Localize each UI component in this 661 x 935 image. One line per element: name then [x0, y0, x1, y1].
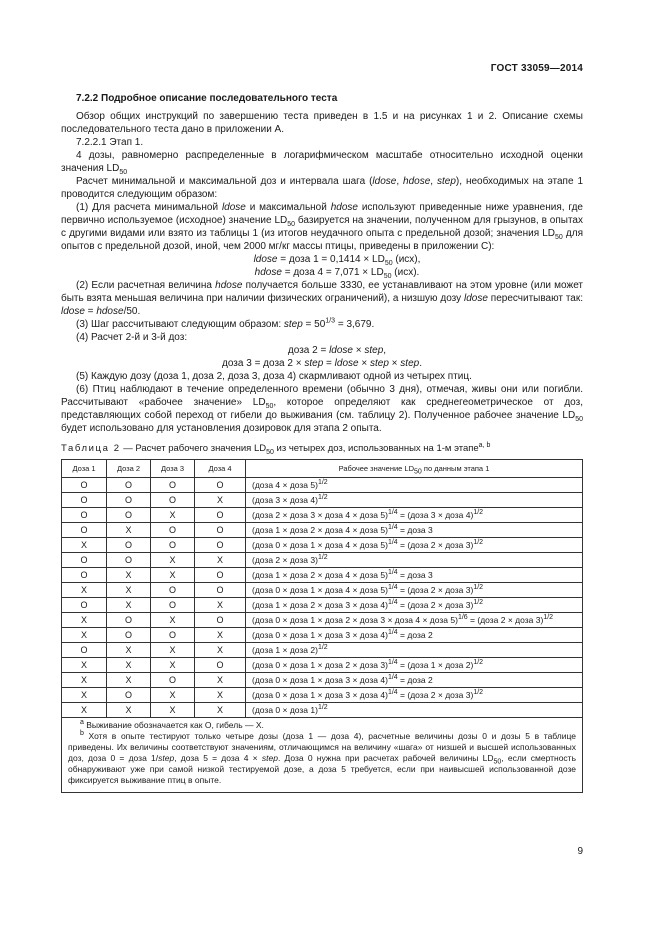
dose-4-result: X: [195, 688, 246, 703]
dose-3-result: O: [151, 478, 195, 493]
dose-3-result: O: [151, 673, 195, 688]
working-value: (доза 1 × доза 2 × доза 3 × доза 4)$^{1/4}$ = (доза 2 × доза 3)$^{1/2}$: [246, 598, 583, 613]
dose-2-result: O: [107, 478, 151, 493]
dose-4-result: X: [195, 493, 246, 508]
working-value: (доза 1 × доза 2 × доза 4 × доза 5)$^{1/4}$ = доза 3: [246, 523, 583, 538]
item-2: (2) Если расчетная величина hdose получается больше 3330, ее устанавливают на этом уровне (или может быть взята меньшая величина при наличии физических ограничений), а низшую дозу ldose пересчитывают так: ldose = hdose/50.: [61, 280, 584, 317]
page-number: 9: [577, 846, 583, 857]
section-heading: 7.2.2 Подробное описание последовательного теста: [76, 93, 338, 104]
working-value: (доза 0 × доза 1 × доза 3 × доза 4)$^{1/4}$ = (доза 2 × доза 3)$^{1/2}$: [246, 688, 583, 703]
header-dose-4: Доза 4: [195, 460, 246, 478]
step-heading: 7.2.2.1 Этап 1.: [76, 137, 144, 148]
working-value: (доза 0 × доза 1 × доза 3 × доза 4)$^{1/4}$ = доза 2: [246, 673, 583, 688]
dose-2-result: X: [107, 523, 151, 538]
working-value: (доза 4 × доза 5)$^{1/2}$: [246, 478, 583, 493]
dose-3-result: O: [151, 523, 195, 538]
dose-2-result: X: [107, 673, 151, 688]
dose-3-result: O: [151, 538, 195, 553]
dose-2-result: O: [107, 493, 151, 508]
paragraph-calculation: Расчет минимальной и максимальной доз и интервала шага (ldose, hdose, step), необходимых на этапе 1 проводится следующим образом:: [61, 176, 584, 200]
dose-4-result: X: [195, 553, 246, 568]
dose-1-result: O: [62, 493, 107, 508]
standard-header: ГОСТ 33059—2014: [490, 63, 583, 74]
dose-4-result: X: [195, 643, 246, 658]
dose-2-result: O: [107, 553, 151, 568]
table-header-row: [62, 460, 583, 478]
document-body: [61, 92, 583, 793]
dose-1-result: X: [62, 583, 107, 598]
dose-3-result: X: [151, 688, 195, 703]
table-row: [62, 643, 583, 658]
dose-1-result: X: [62, 673, 107, 688]
working-value: (доза 1 × доза 2)$^{1/2}$: [246, 643, 583, 658]
dose-3-result: O: [151, 583, 195, 598]
dose-3-result: X: [151, 658, 195, 673]
working-value: (доза 2 × доза 3)$^{1/2}$: [246, 553, 583, 568]
dose-1-result: O: [62, 553, 107, 568]
table-row: [62, 598, 583, 613]
dose-1-result: X: [62, 613, 107, 628]
table-notes: [62, 718, 583, 793]
dose-4-result: O: [195, 508, 246, 523]
dose-3-result: O: [151, 598, 195, 613]
working-value: (доза 0 × доза 1 × доза 3 × доза 4)$^{1/4}$ = доза 2: [246, 628, 583, 643]
dose-3-result: X: [151, 643, 195, 658]
dose-1-result: X: [62, 628, 107, 643]
dose-4-result: O: [195, 523, 246, 538]
working-value: (доза 0 × доза 1 × доза 2 × доза 3 × доза 4 × доза 5)$^{1/6}$ = (доза 2 × доза 3)$^{1/2}$: [246, 613, 583, 628]
dose-3-result: X: [151, 613, 195, 628]
header-dose-2: Доза 2: [107, 460, 151, 478]
table-row: [62, 568, 583, 583]
table-row: [62, 538, 583, 553]
table-body: [62, 478, 583, 718]
table-row: [62, 658, 583, 673]
formula-dose2: доза 2 = ldose × step,: [287, 345, 387, 356]
dose-1-result: O: [62, 598, 107, 613]
table-row: [62, 673, 583, 688]
item-5: (5) Каждую дозу (доза 1, доза 2, доза 3, доза 4) скармливают одной из четырех птиц.: [76, 371, 472, 382]
dose-4-result: O: [195, 658, 246, 673]
dose-4-result: X: [195, 673, 246, 688]
table-row: [62, 508, 583, 523]
dose-3-result: X: [151, 568, 195, 583]
dose-2-result: O: [107, 613, 151, 628]
dose-4-result: X: [195, 628, 246, 643]
dose-2-result: O: [107, 508, 151, 523]
dose-2-result: X: [107, 643, 151, 658]
dose-1-result: X: [62, 703, 107, 718]
table-row: [62, 553, 583, 568]
dose-2-result: O: [107, 538, 151, 553]
dose-4-result: X: [195, 703, 246, 718]
dose-3-result: X: [151, 508, 195, 523]
dose-1-result: O: [62, 643, 107, 658]
table-notes-row: [62, 718, 583, 793]
table-row: [62, 613, 583, 628]
dose-2-result: O: [107, 688, 151, 703]
dose-2-result: X: [107, 658, 151, 673]
dose-2-result: O: [107, 628, 151, 643]
dose-4-result: O: [195, 568, 246, 583]
working-value: (доза 0 × доза 1 × доза 2 × доза 3)$^{1/4}$ = (доза 1 × доза 2)$^{1/2}$: [246, 658, 583, 673]
working-value: (доза 0 × доза 1)$^{1/2}$: [246, 703, 583, 718]
table-row: [62, 703, 583, 718]
header-dose-1: Доза 1: [62, 460, 107, 478]
working-value: (доза 1 × доза 2 × доза 4 × доза 5)$^{1/4}$ = доза 3: [246, 568, 583, 583]
table-row: [62, 583, 583, 598]
dose-2-result: X: [107, 598, 151, 613]
table-row: [62, 493, 583, 508]
paragraph-doses: 4 дозы, равномерно распределенные в логарифмическом масштабе относительно исходной оценки значения $LD_{50}$: [61, 150, 583, 176]
dose-4-result: O: [195, 478, 246, 493]
paragraph-overview: Обзор общих инструкций по завершению теста приведен в 1.5 и на рисунках 1 и 2. Описание схемы последовательного теста дано в приложении А.: [61, 111, 583, 135]
header-dose-3: Доза 3: [151, 460, 195, 478]
dose-1-result: O: [62, 508, 107, 523]
dose-2-result: X: [107, 583, 151, 598]
dose-1-result: X: [62, 538, 107, 553]
item-4: (4) Расчет 2-й и 3-й доз:: [76, 332, 188, 343]
dose-1-result: O: [62, 478, 107, 493]
formula-dose3: доза 3 = доза 2 × step = ldose × step × step.: [222, 358, 422, 369]
dose-3-result: O: [151, 628, 195, 643]
working-value: (доза 2 × доза 3 × доза 4 × доза 5)$^{1/4}$ = (доза 3 × доза 4)$^{1/2}$: [246, 508, 583, 523]
working-value: (доза 3 × доза 4)$^{1/2}$: [246, 493, 583, 508]
header-working-value: Рабочее значение $LD_{50}$ по данным этапа 1: [246, 460, 583, 478]
dose-3-result: X: [151, 703, 195, 718]
working-value: (доза 0 × доза 1 × доза 4 × доза 5)$^{1/4}$ = (доза 2 × доза 3)$^{1/2}$: [246, 583, 583, 598]
dose-2-result: X: [107, 568, 151, 583]
working-value: (доза 0 × доза 1 × доза 4 × доза 5)$^{1/4}$ = (доза 2 × доза 3)$^{1/2}$: [246, 538, 583, 553]
dose-4-result: X: [195, 598, 246, 613]
table-caption: Таблица 2 — Расчет рабочего значения $LD_{50}$ из четырех доз, использованных на 1-м этапе$^{a, b}$: [61, 441, 491, 456]
dose-3-result: X: [151, 553, 195, 568]
dose-4-result: O: [195, 613, 246, 628]
item-3: (3) Шаг рассчитывают следующим образом: step = $50^{1/3} = 3,679$.: [76, 317, 375, 330]
dose-4-result: O: [195, 538, 246, 553]
note-a: $^a$ Выживание обозначается как О, гибель — X.: [80, 719, 264, 730]
results-table: [61, 459, 583, 793]
item-6: (6) Птиц наблюдают в течение определенного времени (обычно 3 дня), отмечая, живы они или погибли. Рассчитывают «рабочее значение» $LD_{50}$, которое определяют как среднегеометрическое от доз, представляющих собой переход от гибели до выживания (см. таблицу 2). Полученное рабочее значение $LD_{50}$ будет использовано для установления дозировок для этапа 2 опыта.: [61, 384, 583, 434]
table-row: [62, 478, 583, 493]
dose-1-result: X: [62, 658, 107, 673]
dose-2-result: X: [107, 703, 151, 718]
item-1: (1) Для расчета минимальной ldose и максимальной hdose используют приведенные ниже уравнения, где первично используемое (исходное) значение $LD_{50}$ базируется на значении, полученном для грызунов, в опытах с другими видами или взято из таблицы 1 (из итогов неудачного опыта с предельной дозой; значения $LD_{50}$ для опытов с предельной дозой, иной, чем 2000 мг/кг массы птицы, приведены в приложении С):: [61, 202, 583, 252]
dose-3-result: O: [151, 493, 195, 508]
table-row: [62, 688, 583, 703]
formula-ldose: ldose = доза $1 = 0,1414 \times LD_{50}$ (исх),: [253, 254, 421, 267]
table-row: [62, 523, 583, 538]
dose-4-result: O: [195, 583, 246, 598]
table-row: [62, 628, 583, 643]
dose-1-result: X: [62, 688, 107, 703]
dose-1-result: O: [62, 523, 107, 538]
formula-hdose: hdose = доза $4 = 7,071 \times LD_{50}$ (исх).: [254, 267, 420, 280]
note-b: $^b$ Хотя в опыте тестируют только четыре дозы (доза 1 — доза 4), расчетные величины дозы 0 и дозы 5 в таблице приведены. Их величины соответствуют значениям, отличающимся на величину «шага» от низшей и высшей использованных доз, доза 0 = доза 1/step, доза 5 = доза 4 × step. Доза 0 нужна при расчетах рабочей величины $LD_{50}$, если смертность обнаруживают уже при самой низкой тестируемой дозе, а доза 5 требуется, если при наивысшей использованной дозе фиксируется выживание птиц в опыте.: [68, 730, 576, 785]
dose-1-result: O: [62, 568, 107, 583]
